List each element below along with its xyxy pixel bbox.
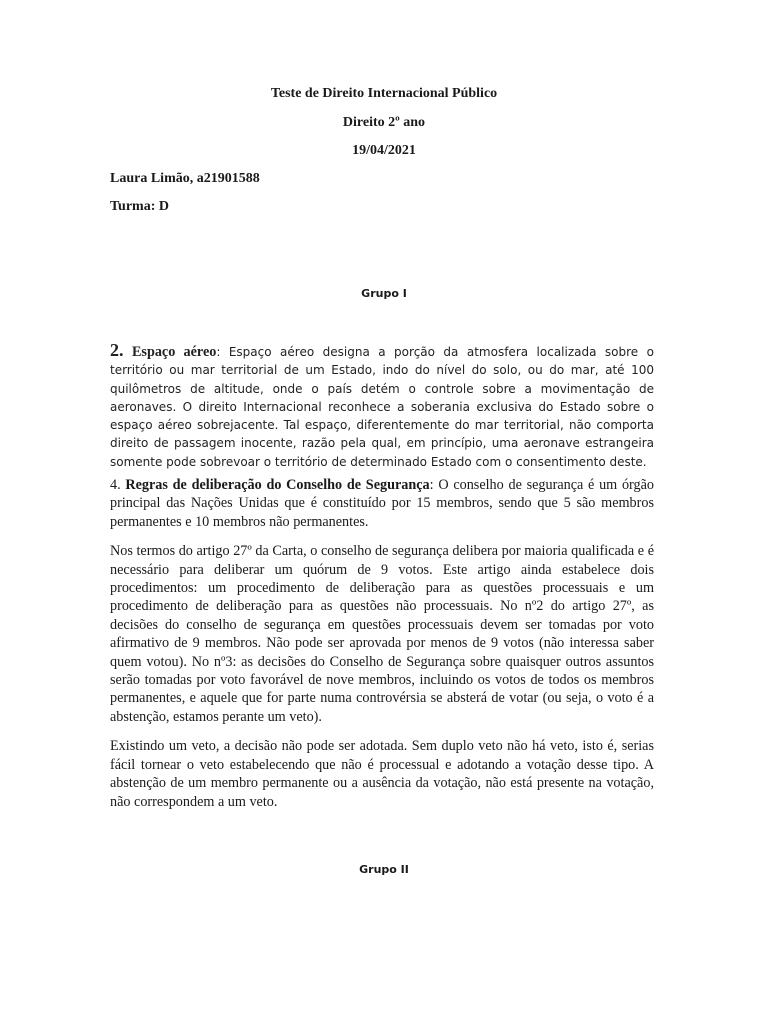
question-4-block: [110, 476, 654, 811]
student-name: Laura Limão, a21901588: [110, 171, 260, 186]
question-4-paragraph-1: [110, 476, 654, 531]
question-4-number: 4.: [110, 477, 121, 493]
course-line: Direito 2º ano: [342, 115, 426, 130]
question-4-paragraph-2: Nos termos do artigo 27º da Carta, o conselho de segurança delibera por maioria qualificada e é necessário para deliberar um quórum de 9 votos. Este artigo ainda estabelece dois procedimentos: um procedimento de deliberação para as questões processuais e um procedimento de deliberação para as questões não processuais. No nº2 do artigo 27º, as decisões do conselho de segurança em questões processuais devem ser tomadas por voto afirmativo de 9 membros. Não pode ser aprovada por menos de 9 votos (não interessa saber quem votou). No nº3: as decisões do Conselho de Segurança sobre quaisquer outros assuntos serão tomadas por voto favorável de nove membros, incluindo os votos de todos os membros permanentes, e aquele que for parte numa controvérsia se absterá de votar (ou seja, o voto é a abstenção, estamos perante um veto).: [110, 543, 654, 725]
document-title: Teste de Direito Internacional Público: [270, 86, 498, 101]
question-4-term: Regras de deliberação do Conselho de Segurança: [125, 477, 430, 493]
question-2-text: : Espaço aéreo designa a porção da atmosfera localizada sobre o território ou mar territorial de um Estado, indo do nível do solo, ou do mar, até 100 quilômetros de altitude, onde o país detém o controle sobre a movimentação de aeronaves. O direito Internacional reconhece a soberania exclusiva do Estado sobre o espaço aéreo sobrejacente. Tal espaço, diferentemente do mar territorial, não comporta direito de passagem inocente, razão pela qual, em princípio, uma aeronave estrangeira somente pode sobrevoar o território de determinado Estado com o consentimento deste.: [110, 345, 654, 469]
question-4-paragraph-3: Existindo um veto, a decisão não pode ser adotada. Sem duplo veto não há veto, isto é, serias fácil tornear o veto estabelecendo que não é processual e adotando a votação desse tipo. A abstenção de um membro permanente ou a ausência da votação, não está presente na votação, não correspondem a um veto.: [110, 738, 654, 810]
question-2-term: Espaço aéreo: [131, 344, 217, 360]
grupo-2-heading: Grupo II: [359, 863, 409, 876]
turma-line: Turma: D: [110, 199, 169, 214]
question-4-text: : O conselho de segurança é um órgão principal das Nações Unidas que é constituído por 15 membros, sendo que 5 são membros permanentes e 10 membros não permanentes.: [110, 477, 654, 530]
question-2-number: 2.: [110, 340, 124, 360]
question-2-paragraph: [110, 341, 654, 471]
grupo-1-heading: Grupo I: [361, 287, 407, 300]
date-line: 19/04/2021: [352, 143, 416, 158]
